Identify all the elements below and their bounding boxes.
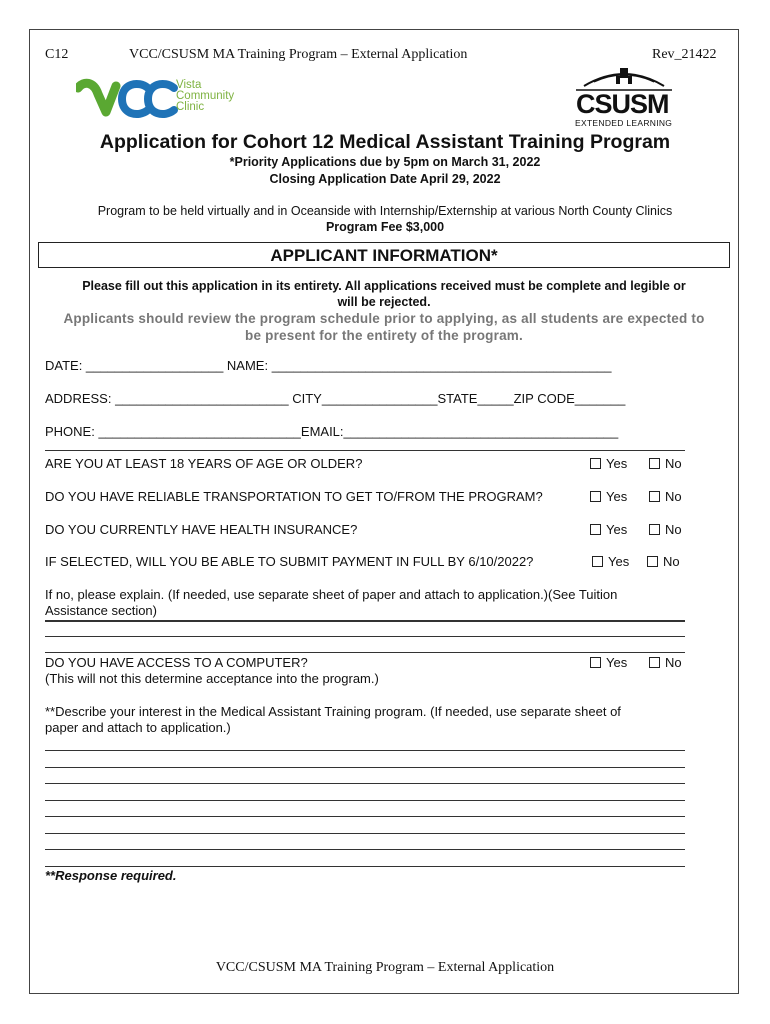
question-age: ARE YOU AT LEAST 18 YEARS OF AGE OR OLDER?	[45, 456, 363, 471]
address-field[interactable]: ADDRESS: ________________________ CITY________________STATE_____ZIP CODE_______	[45, 391, 626, 406]
phone-email-field[interactable]: PHONE: ____________________________EMAIL:______________________________________	[45, 424, 619, 439]
revision-label: Rev_21422	[652, 47, 717, 62]
priority-deadline: *Priority Applications due by 5pm on March 31, 2022	[229, 155, 541, 169]
vcc-logo-line2: Community	[176, 90, 235, 102]
describe-answer-line[interactable]	[45, 833, 685, 834]
describe-line1: **Describe your interest in the Medical Assistant Training program. (If needed, use separate sheet of	[45, 704, 621, 719]
checkbox-icon	[649, 491, 660, 502]
insurance-no-checkbox[interactable]: No	[649, 522, 682, 537]
computer-yes-checkbox[interactable]: Yes	[590, 655, 627, 670]
describe-answer-line[interactable]	[45, 767, 685, 768]
page-title: Application for Cohort 12 Medical Assistant Training Program	[99, 131, 671, 153]
vcc-logo	[76, 72, 251, 122]
computer-no-checkbox[interactable]: No	[649, 655, 682, 670]
checkbox-icon	[592, 556, 603, 567]
instructions-line3: Applicants should review the program schedule prior to applying, as all students are expected to	[63, 311, 705, 326]
csusm-logo-text: CSUSM	[576, 89, 669, 119]
describe-answer-line[interactable]	[45, 750, 685, 751]
explain-answer-line[interactable]	[45, 620, 685, 622]
payment-yes-checkbox[interactable]: Yes	[592, 554, 629, 569]
instructions-line2: will be rejected.	[337, 295, 431, 309]
question-insurance: DO YOU CURRENTLY HAVE HEALTH INSURANCE?	[45, 522, 358, 537]
checkbox-icon	[647, 556, 658, 567]
explain-answer-line[interactable]	[45, 652, 685, 653]
age-no-checkbox[interactable]: No	[649, 456, 682, 471]
footer-text: VCC/CSUSM MA Training Program – External Application	[215, 960, 555, 975]
question-computer: DO YOU HAVE ACCESS TO A COMPUTER?	[45, 655, 308, 670]
describe-answer-line[interactable]	[45, 849, 685, 850]
checkbox-icon	[590, 491, 601, 502]
form-code: C12	[45, 47, 69, 62]
insurance-yes-checkbox[interactable]: Yes	[590, 522, 627, 537]
csusm-tagline: EXTENDED LEARNING	[575, 118, 673, 128]
transport-no-checkbox[interactable]: No	[649, 489, 682, 504]
checkbox-icon	[590, 458, 601, 469]
explain-line1: If no, please explain. (If needed, use separate sheet of paper and attach to application.)(See Tuition	[45, 587, 618, 602]
checkbox-icon	[649, 524, 660, 535]
divider	[45, 450, 685, 451]
describe-answer-line[interactable]	[45, 783, 685, 784]
computer-note: (This will not this determine acceptance into the program.)	[45, 671, 379, 686]
describe-answer-line[interactable]	[45, 816, 685, 817]
section-applicant-info: APPLICANT INFORMATION*	[38, 242, 730, 268]
response-required-note: **Response required.	[45, 868, 177, 883]
question-transportation: DO YOU HAVE RELIABLE TRANSPORTATION TO GET TO/FROM THE PROGRAM?	[45, 489, 543, 504]
payment-no-checkbox[interactable]: No	[647, 554, 680, 569]
program-fee: Program Fee $3,000	[325, 220, 445, 234]
date-name-field[interactable]: DATE: ___________________ NAME: _______________________________________________	[45, 358, 612, 373]
vcc-logo-line1: Vista	[176, 79, 202, 91]
age-yes-checkbox[interactable]: Yes	[590, 456, 627, 471]
checkbox-icon	[590, 657, 601, 668]
question-payment: IF SELECTED, WILL YOU BE ABLE TO SUBMIT PAYMENT IN FULL BY 6/10/2022?	[45, 554, 534, 569]
csusm-logo	[572, 64, 676, 130]
program-location: Program to be held virtually and in Oceanside with Internship/Externship at various North County Clinics	[97, 204, 673, 218]
describe-answer-line[interactable]	[45, 800, 685, 801]
transport-yes-checkbox[interactable]: Yes	[590, 489, 627, 504]
closing-date: Closing Application Date April 29, 2022	[269, 172, 501, 186]
describe-line2: paper and attach to application.)	[45, 720, 231, 735]
header-program: VCC/CSUSM MA Training Program – External Application	[129, 47, 468, 62]
describe-answer-line[interactable]	[45, 866, 685, 867]
explain-line2: Assistance section)	[45, 603, 157, 618]
instructions-line4: be present for the entirety of the program.	[245, 328, 523, 343]
checkbox-icon	[649, 458, 660, 469]
explain-answer-line[interactable]	[45, 636, 685, 637]
vcc-logo-line3: Clinic	[176, 101, 205, 113]
checkbox-icon	[590, 524, 601, 535]
checkbox-icon	[649, 657, 660, 668]
instructions-line1: Please fill out this application in its entirety. All applications received must be complete and legible or	[82, 279, 686, 293]
